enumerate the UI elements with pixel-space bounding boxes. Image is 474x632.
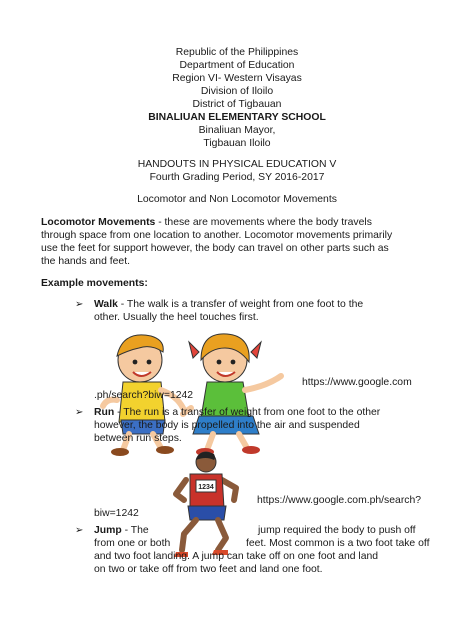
header-line-region: Region VI- Western Visayas	[172, 73, 302, 84]
jump-line-2b: feet. Most common is a two foot take off	[246, 538, 430, 549]
walk-image-url-2[interactable]: .ph/search?biw=1242	[94, 390, 194, 401]
jump-bullet-icon: ➢	[75, 525, 84, 536]
walk-image-url-1[interactable]: https://www.google.com	[302, 377, 412, 388]
definition-line-3: use the feet for support however, the body can travel on other parts such as	[41, 243, 389, 254]
girl-figure	[183, 334, 281, 456]
walk-term: Walk	[94, 299, 118, 310]
header-line-department: Department of Education	[179, 60, 295, 71]
run-image-url-2[interactable]: biw=1242	[94, 508, 139, 519]
run-image-url-1[interactable]: https://www.google.com.ph/search?	[257, 495, 422, 506]
handout-title: HANDOUTS IN PHYSICAL EDUCATION V	[137, 159, 337, 170]
definition-line-4: the hands and feet.	[41, 256, 130, 267]
walk-text-1: - The walk is a transfer of weight from one foot to the	[117, 299, 364, 310]
definition-line-2: through space from one location to another. Locomotor movements primarily	[41, 230, 393, 241]
jump-line-2a: from one or both	[94, 538, 171, 549]
examples-heading: Example movements:	[41, 278, 148, 289]
walk-bullet-icon: ➢	[75, 299, 84, 310]
jump-term: Jump	[94, 525, 122, 536]
grading-period: Fourth Grading Period, SY 2016-2017	[149, 172, 325, 183]
runner-bib-number: 1234	[198, 484, 214, 491]
run-line-1	[94, 406, 380, 419]
jump-line-1b: jump required the body to push off	[258, 525, 416, 536]
definition-line-1	[41, 216, 372, 229]
run-bullet-icon: ➢	[75, 407, 84, 418]
header-line-district: District of Tigbauan	[192, 99, 282, 110]
walk-line-1	[94, 298, 363, 311]
jump-line-1a	[94, 524, 149, 537]
definition-text-1: - these are movements where the body travels	[155, 217, 372, 228]
jump-text-1a: - The	[121, 525, 149, 536]
jump-line-3: and two foot landing. A jump can take off on one foot and land	[94, 551, 379, 562]
run-line-3: between run steps.	[94, 433, 182, 444]
run-line-2: however, the body is propelled into the air and suspended	[94, 420, 360, 431]
walk-line-2: other. Usually the heel touches first.	[94, 312, 259, 323]
run-text-1: - The run is a transfer of weight from one foot to the other	[114, 407, 381, 418]
school-address-2: Tigbauan Iloilo	[203, 138, 271, 149]
runner-image	[172, 450, 244, 562]
jump-line-4: on two or take off from two feet and land one foot.	[94, 564, 323, 575]
header-line-division: Division of Iloilo	[200, 86, 274, 97]
definition-term: Locomotor Movements	[41, 217, 156, 228]
school-name: BINALIUAN ELEMENTARY SCHOOL	[148, 112, 326, 123]
school-address-1: Binaliuan Mayor,	[198, 125, 276, 136]
run-term: Run	[94, 407, 115, 418]
header-line-republic: Republic of the Philippines	[175, 47, 299, 58]
topic-title: Locomotor and Non Locomotor Movements	[137, 194, 337, 205]
